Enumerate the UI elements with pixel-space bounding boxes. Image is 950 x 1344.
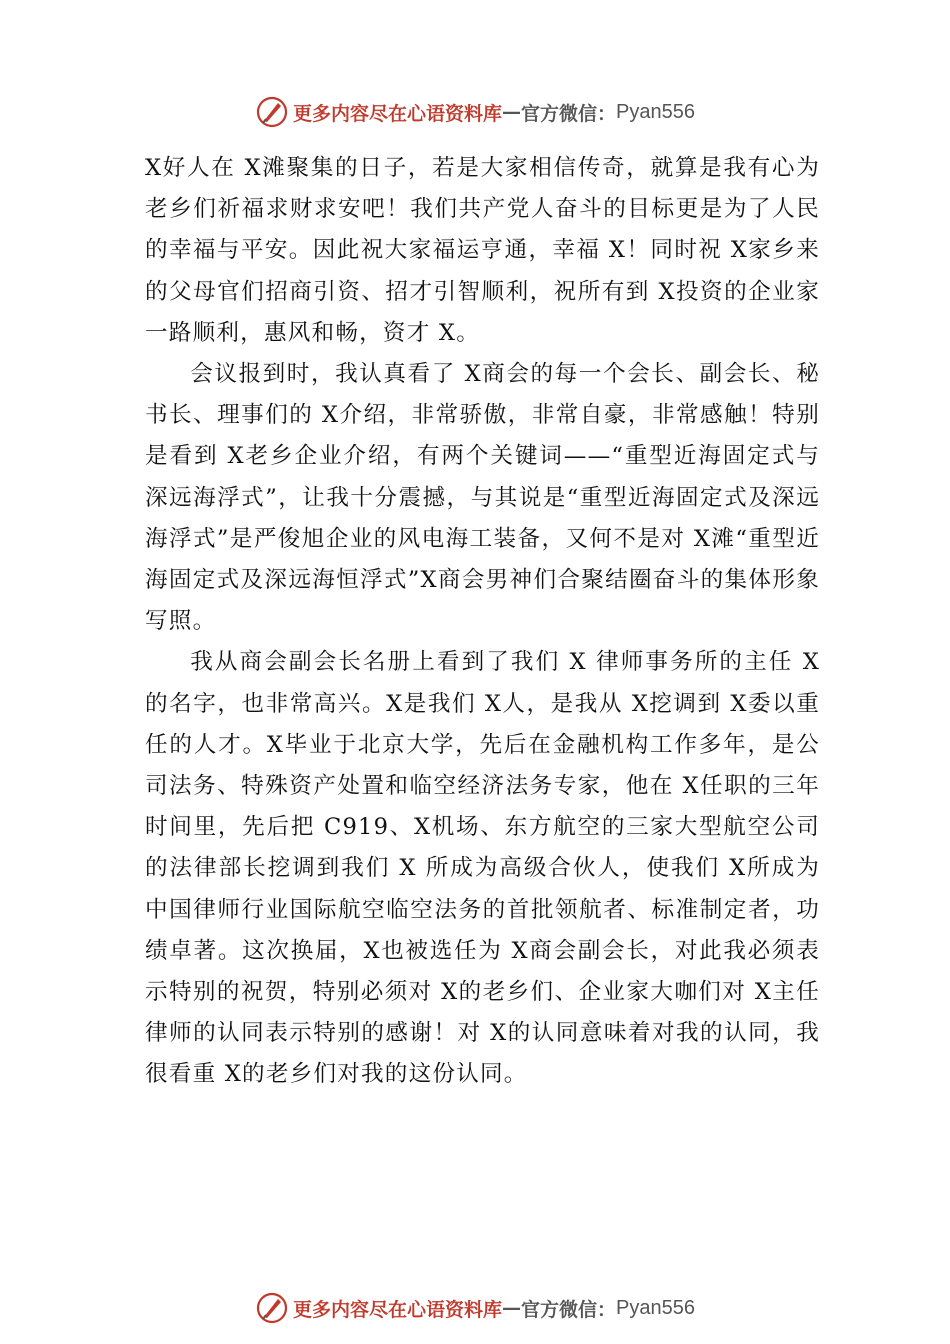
banner-dash: — bbox=[502, 1297, 522, 1319]
footer-banner bbox=[0, 1288, 950, 1328]
wechat-label: 官方微信： bbox=[521, 1298, 617, 1321]
quill-pen-icon bbox=[255, 95, 289, 129]
wechat-label: 官方微信： bbox=[521, 102, 617, 125]
document-body bbox=[145, 148, 820, 1096]
promo-text: 更多内容尽在心语资料库 bbox=[293, 102, 503, 125]
paragraph-2: 会议报到时，我认真看了 X商会的每一个会长、副会长、秘书长、理事们的 X介绍，非常骄傲，非常自豪，非常感触！特别是看到 X老乡企业介绍，有两个关键词——“重型近海固定式与深远海浮式”，让我十分震撼，与其说是“重型近海固定式及深远海浮式”是严俊旭企业的风电海工装备，又何不是对 X滩“重型近海固定式及深远海恒浮式”X商会男神们合聚结圈奋斗的集体形象写照。 bbox=[145, 361, 820, 635]
paragraph-3: 我从商会副会长名册上看到了我们 X 律师事务所的主任 X的名字，也非常高兴。X是我们 X人，是我从 X挖调到 X委以重任的人才。X毕业于北京大学，先后在金融机构工作多年，是公司法务、特殊资产处置和临空经济法务专家，他在 X任职的三年时间里，先后把 C919、X机场、东方航空的三家大型航空公司的法律部长挖调到我们 X 所成为高级合伙人，使我们 X所成为中国律师行业国际航空临空法务的首批领航者、标准制定者，功绩卓著。这次换届，X也被选任为 X商会副会长，对此我必须表示特别的祝贺，特别必须对 X的老乡们、企业家大咖们对 X主任律师的认同表示特别的感谢！对 X的认同意味着对我的认同，我很看重 X的老乡们对我的这份认同。 bbox=[145, 649, 820, 1088]
wechat-id: Pyan556 bbox=[616, 100, 695, 123]
paragraph-1: X好人在 X滩聚集的日子，若是大家相信传奇，就算是我有心为老乡们祈福求财求安吧！我们共产党人奋斗的目标更是为了人民的幸福与平安。因此祝大家福运亨通，幸福 X！同时祝 X家乡来的父母官们招商引资、招才引智顺利，祝所有到 X投资的企业家一路顺利，惠风和畅，资才 X。 bbox=[145, 155, 820, 346]
promo-text: 更多内容尽在心语资料库 bbox=[293, 1298, 503, 1321]
quill-pen-icon bbox=[255, 1291, 289, 1325]
wechat-id: Pyan556 bbox=[616, 1296, 695, 1319]
banner-dash: — bbox=[502, 101, 522, 123]
header-banner bbox=[0, 92, 950, 132]
